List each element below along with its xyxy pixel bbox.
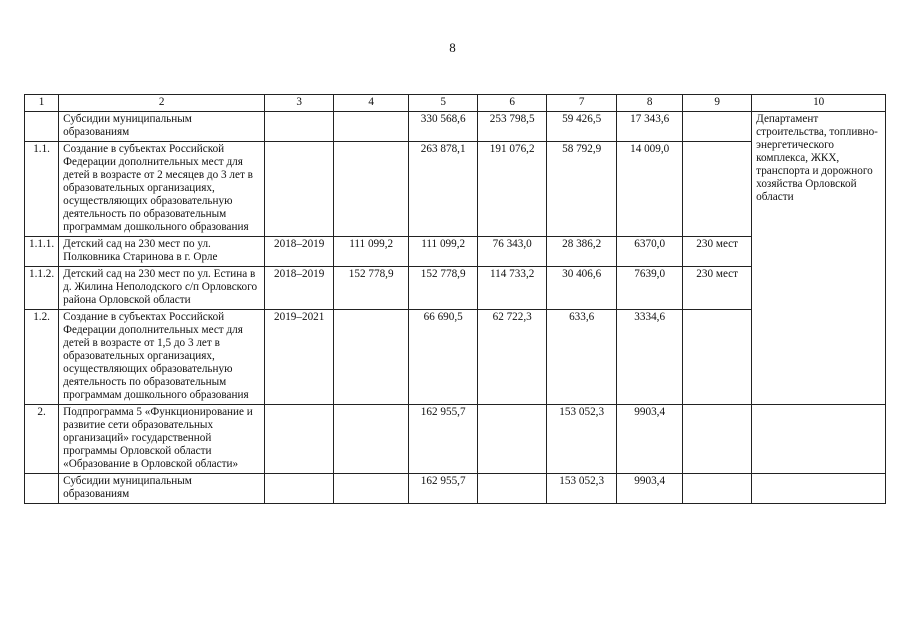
row-period	[265, 405, 334, 474]
row-total: 263 878,1	[409, 142, 478, 237]
row-regional: 58 792,9	[547, 142, 617, 237]
header-cell: 4	[334, 95, 409, 112]
row-number: 2.	[25, 405, 59, 474]
header-cell: 8	[617, 95, 683, 112]
header-cell: 5	[409, 95, 478, 112]
table-row	[25, 405, 886, 474]
row-total: 152 778,9	[409, 267, 478, 310]
row-name: Субсидии муниципальным образованиям	[59, 474, 265, 504]
row-result	[683, 310, 752, 405]
row-municipal: 14 009,0	[617, 142, 683, 237]
program-table	[24, 94, 886, 504]
row-number: 1.1.2.	[25, 267, 59, 310]
row-cost	[334, 310, 409, 405]
header-cell: 9	[683, 95, 752, 112]
row-regional: 153 052,3	[547, 474, 617, 504]
row-period: 2018–2019	[265, 237, 334, 267]
row-regional: 633,6	[547, 310, 617, 405]
row-result	[683, 142, 752, 237]
row-cost	[334, 474, 409, 504]
row-number	[25, 112, 59, 142]
row-municipal: 3334,6	[617, 310, 683, 405]
row-number: 1.1.	[25, 142, 59, 237]
row-federal: 114 733,2	[478, 267, 547, 310]
row-regional: 28 386,2	[547, 237, 617, 267]
row-name: Подпрограмма 5 «Функционирование и развитие сети образовательных организаций» государственной программы Орловской области «Образование в Орловской области»	[59, 405, 265, 474]
row-name: Создание в субъектах Российской Федерации дополнительных мест для детей в возрасте от 1,5 до 3 лет в образовательных организациях, осуществляющих образовательную деятельность по образовательным программам дошкольного образования	[59, 310, 265, 405]
row-federal: 253 798,5	[478, 112, 547, 142]
row-name: Детский сад на 230 мест по ул. Естина в д. Жилина Неполодского с/п Орловского района Орловской области	[59, 267, 265, 310]
row-municipal: 6370,0	[617, 237, 683, 267]
row-municipal: 9903,4	[617, 474, 683, 504]
row-result	[683, 474, 752, 504]
row-name: Детский сад на 230 мест по ул. Полковника Старинова в г. Орле	[59, 237, 265, 267]
row-result: 230 мест	[683, 267, 752, 310]
page-number: 8	[449, 40, 456, 55]
header-cell: 6	[478, 95, 547, 112]
table-row	[25, 112, 886, 142]
row-federal: 62 722,3	[478, 310, 547, 405]
row-municipal: 17 343,6	[617, 112, 683, 142]
row-name: Создание в субъектах Российской Федерации дополнительных мест для детей в возрасте от 2 месяцев до 3 лет в образовательных организациях, осуществляющих образовательную деятельность по образовательным программам дошкольного образования	[59, 142, 265, 237]
row-total: 66 690,5	[409, 310, 478, 405]
header-cell: 3	[265, 95, 334, 112]
header-cell: 1	[25, 95, 59, 112]
row-total: 162 955,7	[409, 474, 478, 504]
header-cell: 10	[752, 95, 886, 112]
row-result: 230 мест	[683, 237, 752, 267]
row-total: 162 955,7	[409, 405, 478, 474]
row-total: 111 099,2	[409, 237, 478, 267]
row-period	[265, 142, 334, 237]
row-cost: 152 778,9	[334, 267, 409, 310]
row-name: Субсидии муниципальным образованиям	[59, 112, 265, 142]
row-municipal: 9903,4	[617, 405, 683, 474]
header-cell: 7	[547, 95, 617, 112]
row-municipal: 7639,0	[617, 267, 683, 310]
row-period: 2019–2021	[265, 310, 334, 405]
row-federal	[478, 405, 547, 474]
responsible-department: Департамент строительства, топливно-энергетического комплекса, ЖКХ, транспорта и дорожного хозяйства Орловской области	[752, 112, 886, 405]
row-cost	[334, 142, 409, 237]
row-cost: 111 099,2	[334, 237, 409, 267]
row-result	[683, 112, 752, 142]
row-cost	[334, 112, 409, 142]
row-number	[25, 474, 59, 504]
row-regional: 30 406,6	[547, 267, 617, 310]
row-regional: 59 426,5	[547, 112, 617, 142]
row-result	[683, 405, 752, 474]
header-cell: 2	[59, 95, 265, 112]
row-number: 1.1.1.	[25, 237, 59, 267]
row-federal	[478, 474, 547, 504]
header-row	[25, 95, 886, 112]
row-department	[752, 474, 886, 504]
row-total: 330 568,6	[409, 112, 478, 142]
row-federal: 191 076,2	[478, 142, 547, 237]
table-row	[25, 474, 886, 504]
row-regional: 153 052,3	[547, 405, 617, 474]
row-cost	[334, 405, 409, 474]
row-federal: 76 343,0	[478, 237, 547, 267]
row-period: 2018–2019	[265, 267, 334, 310]
row-department	[752, 405, 886, 474]
row-period	[265, 474, 334, 504]
row-period	[265, 112, 334, 142]
row-number: 1.2.	[25, 310, 59, 405]
